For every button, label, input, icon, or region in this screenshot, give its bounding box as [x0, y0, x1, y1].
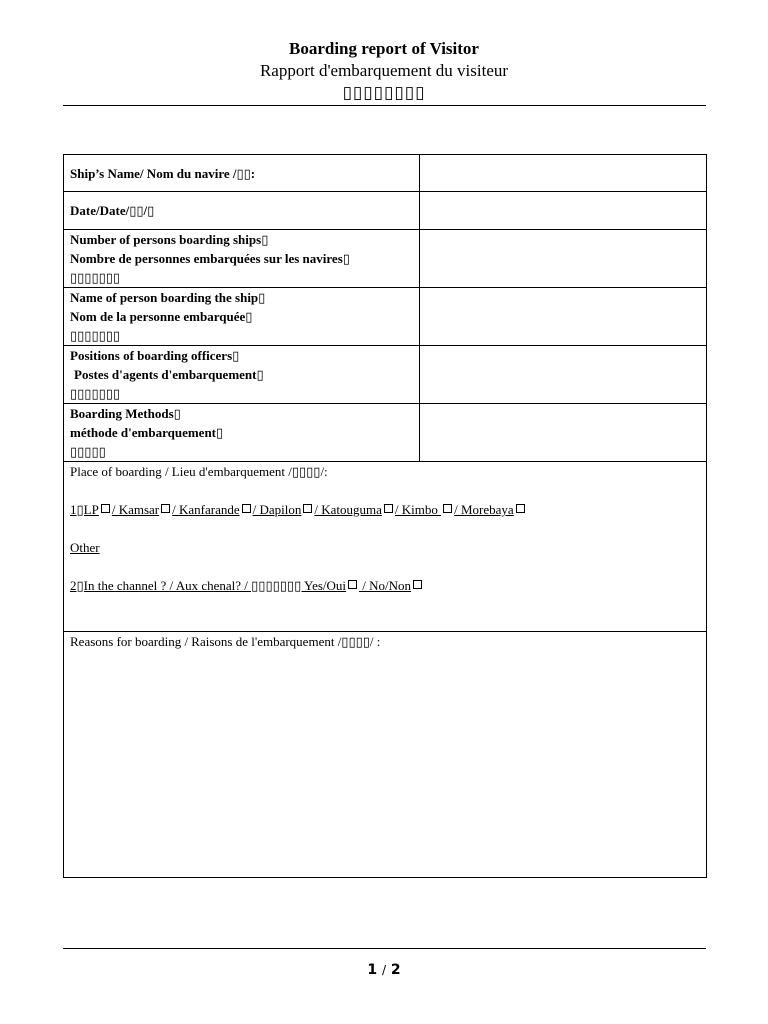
- methods-label-en: Boarding Methods▯: [70, 406, 181, 421]
- person-name-field[interactable]: [420, 288, 707, 346]
- place-option-lp: 1▯LP: [70, 502, 99, 517]
- date-field[interactable]: [420, 192, 707, 230]
- checkbox-yes[interactable]: [348, 580, 357, 589]
- footer-divider: [63, 948, 706, 949]
- document-header: [0, 38, 768, 104]
- place-section: [64, 462, 707, 632]
- form-row-reasons: [64, 632, 707, 878]
- page-current: 1: [367, 962, 378, 978]
- methods-label-cn: ▯▯▯▯▯: [70, 444, 106, 459]
- title-french: Rapport d'embarquement du visiteur: [259, 61, 509, 80]
- date-label: Date/Date/▯▯/▯: [64, 192, 420, 230]
- person-name-label-cn: ▯▯▯▯▯▯▯: [70, 328, 121, 343]
- checkbox-dapilon[interactable]: [303, 504, 312, 513]
- place-option-katouguma: / Katouguma: [314, 502, 382, 517]
- persons-count-label-en: Number of persons boarding ships▯: [70, 232, 269, 247]
- ship-name-field[interactable]: [420, 155, 707, 192]
- person-name-label-fr: Nom de la personne embarquée▯: [70, 309, 253, 324]
- place-heading: Place of boarding / Lieu d'embarquement /▯▯▯▯/:: [70, 464, 328, 479]
- checkbox-katouguma[interactable]: [384, 504, 393, 513]
- methods-label: [64, 404, 420, 462]
- reasons-section[interactable]: [64, 632, 707, 878]
- positions-label: [64, 346, 420, 404]
- persons-count-label-fr: Nombre de personnes embarquées sur les navires▯: [70, 251, 350, 266]
- page-number: [0, 962, 768, 978]
- person-name-label: [64, 288, 420, 346]
- checkbox-kimbo[interactable]: [443, 504, 452, 513]
- place-option-kamsar: / Kamsar: [111, 502, 160, 517]
- form-row-methods: [64, 404, 707, 462]
- positions-label-cn: ▯▯▯▯▯▯▯: [70, 386, 121, 401]
- form-row-place: [64, 462, 707, 632]
- positions-label-fr: Postes d'agents d'embarquement▯: [74, 367, 264, 382]
- checkbox-kanfarande[interactable]: [242, 504, 251, 513]
- persons-count-label-cn: ▯▯▯▯▯▯▯: [70, 270, 121, 285]
- channel-no-label: / No/Non: [359, 578, 412, 593]
- checkbox-kamsar[interactable]: [161, 504, 170, 513]
- boarding-form-table: [63, 154, 707, 878]
- reasons-heading: Reasons for boarding / Raisons de l'embarquement /▯▯▯▯/ :: [70, 634, 381, 649]
- form-row-ship-name: [64, 155, 707, 192]
- place-option-kanfarande: / Kanfarande: [172, 502, 240, 517]
- page-total: 2: [390, 962, 401, 978]
- place-option-kimbo: / Kimbo: [394, 502, 442, 517]
- positions-field[interactable]: [420, 346, 707, 404]
- checkbox-no[interactable]: [413, 580, 422, 589]
- title-chinese: ▯▯▯▯▯▯▯▯: [342, 83, 426, 102]
- channel-question: 2▯In the channel ? / Aux chenal? / ▯▯▯▯▯▯▯ Yes/Oui: [70, 578, 347, 593]
- persons-count-label: [64, 230, 420, 288]
- other-label: Other: [70, 540, 100, 555]
- form-row-positions: [64, 346, 707, 404]
- checkbox-morebaya[interactable]: [516, 504, 525, 513]
- title-english: Boarding report of Visitor: [289, 39, 479, 58]
- place-options-line: [70, 500, 700, 519]
- positions-label-en: Positions of boarding officers▯: [70, 348, 240, 363]
- form-row-persons-count: [64, 230, 707, 288]
- methods-field[interactable]: [420, 404, 707, 462]
- methods-label-fr: méthode d'embarquement▯: [70, 425, 224, 440]
- place-option-morebaya: / Morebaya: [454, 502, 514, 517]
- checkbox-lp[interactable]: [101, 504, 110, 513]
- place-option-dapilon: / Dapilon: [252, 502, 302, 517]
- person-name-label-en: Name of person boarding the ship▯: [70, 290, 266, 305]
- page-separator: /: [381, 963, 387, 977]
- form-row-date: [64, 192, 707, 230]
- channel-line: [70, 576, 700, 595]
- persons-count-field[interactable]: [420, 230, 707, 288]
- other-line: [70, 538, 700, 557]
- header-divider: [63, 105, 706, 106]
- ship-name-label: Ship’s Name/ Nom du navire /▯▯:: [64, 155, 420, 192]
- form-row-person-name: [64, 288, 707, 346]
